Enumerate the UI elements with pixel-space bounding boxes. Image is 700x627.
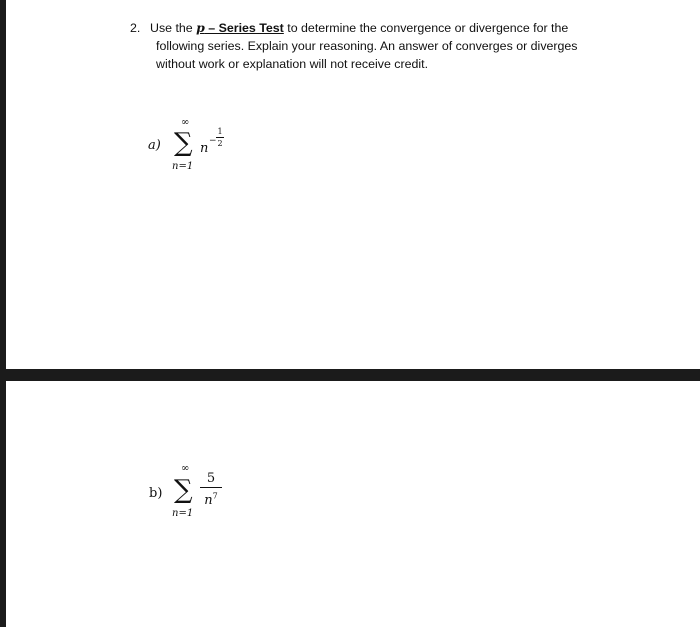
sigma-a-symbol: ∑ <box>174 128 193 158</box>
term-a-exponent <box>216 127 224 148</box>
sigma-b-symbol: ∑ <box>174 475 193 505</box>
document-page-bottom <box>6 381 700 627</box>
question-line-2: following series. Explain your reasoning. An answer of converges or diverges <box>156 39 578 53</box>
part-b-label: b) <box>149 486 163 501</box>
question-text <box>130 19 600 73</box>
question-number: 2. <box>130 21 141 35</box>
term-b-fraction <box>200 471 222 508</box>
term-a-base: n <box>200 141 209 156</box>
page-divider <box>0 369 700 381</box>
fraction-denominator: $n^7$ <box>204 492 218 509</box>
term-a-exponent-sign: − <box>209 136 217 146</box>
sigma-b-lower-limit: n=1 <box>172 508 194 519</box>
question-line-1: Use the p – Series Test to determine the convergence or divergence for the <box>150 20 569 35</box>
document-page-top <box>6 0 700 369</box>
question-line-3: without work or explanation will not receive credit. <box>156 57 429 71</box>
sigma-a-lower-limit: n=1 <box>172 161 194 172</box>
part-a-label: a) <box>148 138 161 153</box>
sigma-a-upper-limit: ∞ <box>181 117 190 128</box>
sigma-b-upper-limit: ∞ <box>181 463 190 474</box>
fraction-numerator: 5 <box>206 471 216 486</box>
exponent-numerator: 1 <box>217 127 223 136</box>
exponent-denominator: 2 <box>217 139 223 148</box>
p-series-test-name: p – Series Test <box>196 20 284 35</box>
